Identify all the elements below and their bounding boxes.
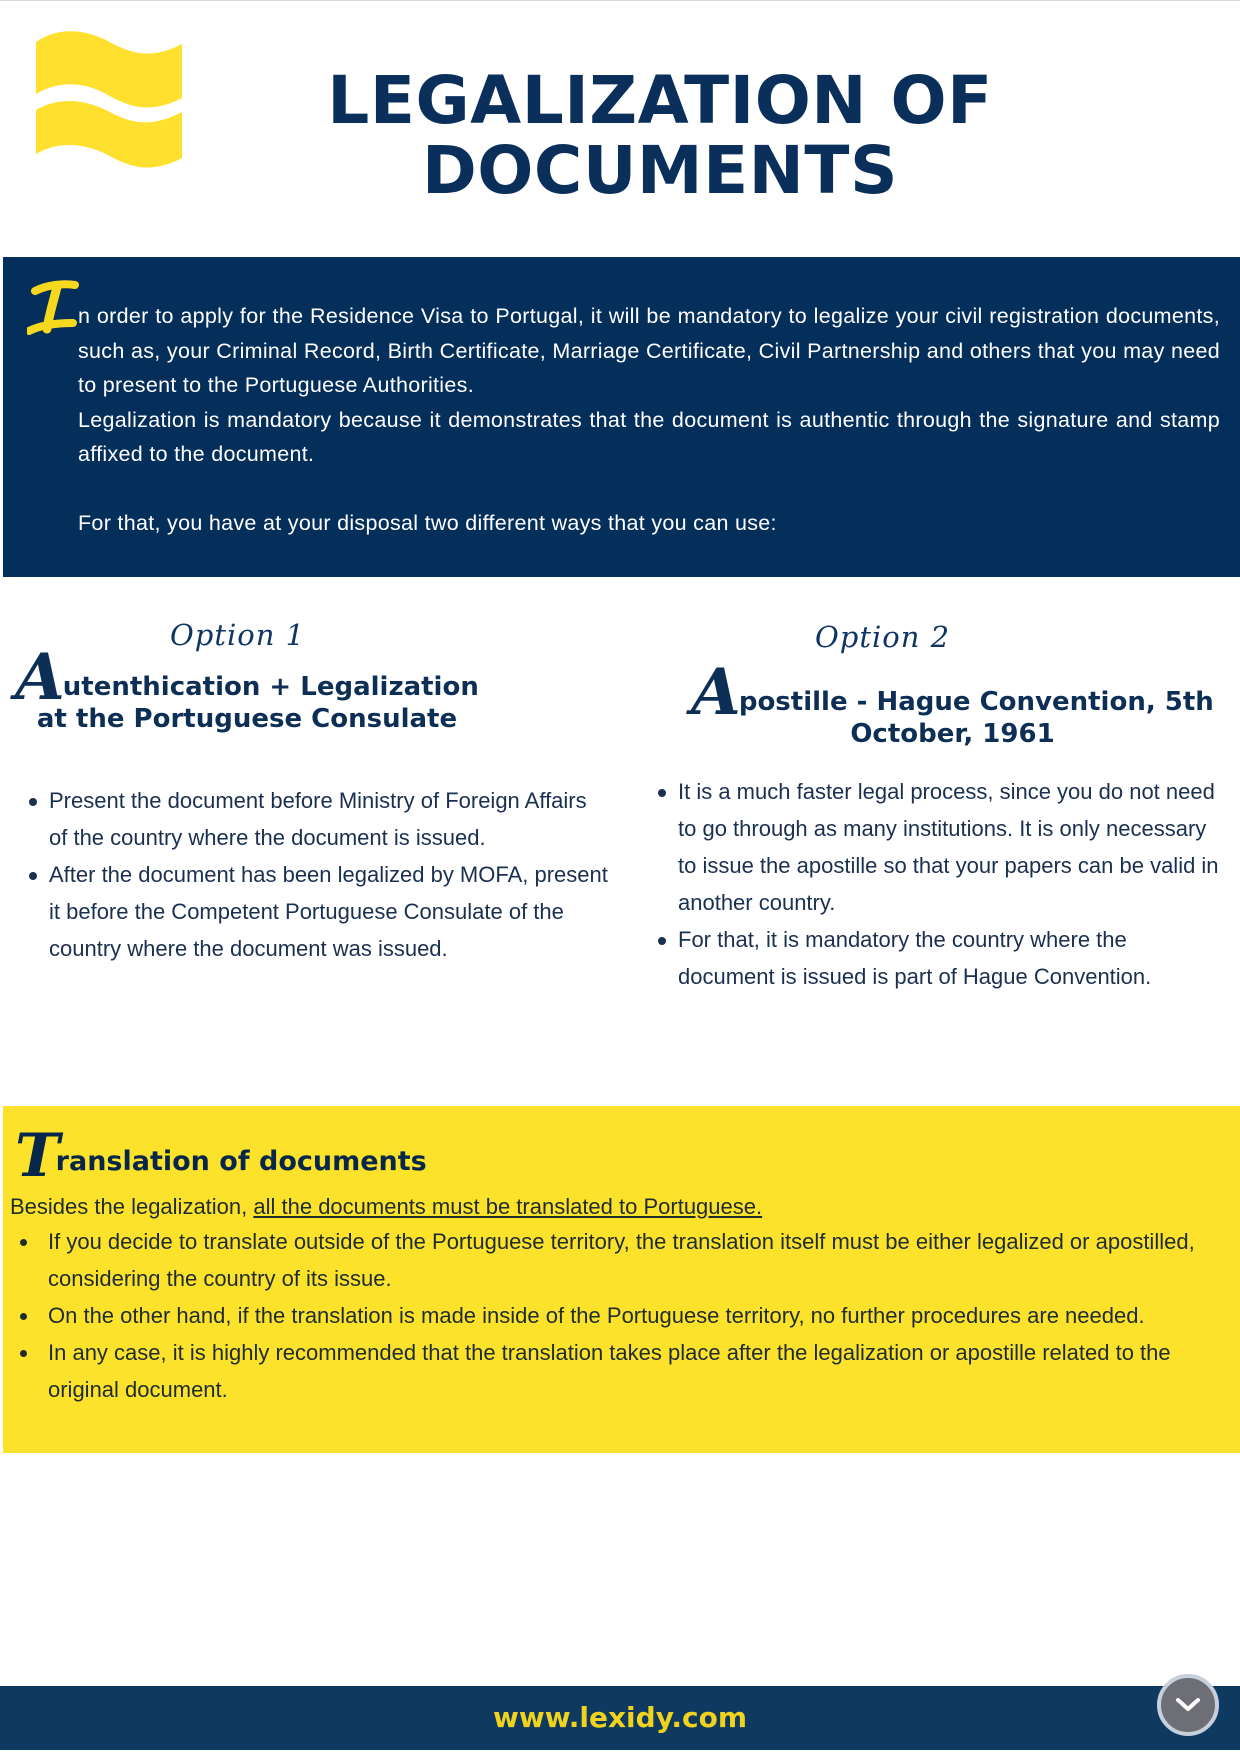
page-title bbox=[290, 62, 1030, 209]
intro-paragraph-2: Legalization is mandatory because it demonstrates that the document is authentic through the signature and stamp affixed to the document. bbox=[78, 407, 1220, 466]
option-2-heading-line-1: postille - Hague Convention, 5th bbox=[738, 687, 1214, 717]
list-item: On the other hand, if the translation is made inside of the Portuguese territory, no further procedures are needed. bbox=[17, 1297, 1217, 1334]
translation-intro-emphasis: all the documents must be translated to Portuguese. bbox=[253, 1194, 763, 1219]
chevron-down-icon bbox=[1175, 1697, 1201, 1713]
list-item: Present the document before Ministry of Foreign Affairs of the country where the document is issued. bbox=[29, 782, 609, 856]
translation-section bbox=[3, 1106, 1240, 1453]
option-1-list bbox=[29, 782, 609, 967]
translation-list bbox=[17, 1223, 1217, 1408]
option-1-heading bbox=[12, 640, 482, 735]
option-2-label: Option 2 bbox=[815, 620, 951, 654]
dropcap-i-icon bbox=[27, 279, 79, 339]
top-border bbox=[0, 0, 1240, 1]
translation-heading bbox=[15, 1121, 427, 1191]
option-2-heading bbox=[680, 655, 1225, 750]
website-link[interactable]: www.lexidy.com bbox=[492, 1701, 748, 1734]
flag-logo-icon bbox=[36, 30, 182, 172]
translation-heading-text: ranslation of documents bbox=[55, 1146, 427, 1177]
list-item: In any case, it is highly recommended that the translation takes place after the legalization or apostille related to the original document. bbox=[17, 1334, 1217, 1408]
footer bbox=[0, 1686, 1240, 1750]
option-1-heading-line-2: at the Portuguese Consulate bbox=[36, 704, 458, 734]
translation-dropcap: T bbox=[15, 1121, 60, 1191]
intro-paragraph-1: n order to apply for the Residence Visa to Portugal, it will be mandatory to legalize your civil registration documents, such as, your Criminal Record, Birth Certificate, Marriage Certificate, Civil Partnership and others that you may need to present to the Portuguese Authorities. bbox=[78, 304, 1220, 397]
list-item: If you decide to translate outside of the Portuguese territory, the translation itself must be either legalized or apostilled, considering the country of its issue. bbox=[17, 1223, 1217, 1297]
intro-section bbox=[3, 257, 1240, 577]
translation-intro-text: Besides the legalization, bbox=[10, 1194, 254, 1219]
option-2-list bbox=[658, 773, 1228, 995]
list-item: For that, it is mandatory the country where the document is issued is part of Hague Convention. bbox=[658, 921, 1228, 995]
intro-paragraph-3: For that, you have at your disposal two different ways that you can use: bbox=[78, 511, 777, 535]
scroll-down-button[interactable] bbox=[1157, 1674, 1219, 1736]
list-item: It is a much faster legal process, since you do not need to go through as many institutions. It is only necessary to issue the apostille so that your papers can be valid in another country. bbox=[658, 773, 1228, 921]
option-1-heading-line-1: utenthication + Legalization bbox=[62, 672, 479, 702]
page-title-line-1: LEGALIZATION OF bbox=[327, 62, 993, 139]
list-item: After the document has been legalized by MOFA, present it before the Competent Portuguese Consulate of the country where the document was issued. bbox=[29, 856, 609, 967]
option-1-label: Option 1 bbox=[170, 618, 306, 652]
page-title-line-2: DOCUMENTS bbox=[422, 132, 898, 209]
option-1-dropcap: A bbox=[15, 640, 65, 715]
intro-text bbox=[78, 299, 1220, 541]
option-2-dropcap: A bbox=[691, 655, 741, 730]
translation-intro bbox=[10, 1194, 762, 1220]
option-2-heading-line-2: October, 1961 bbox=[850, 719, 1055, 749]
